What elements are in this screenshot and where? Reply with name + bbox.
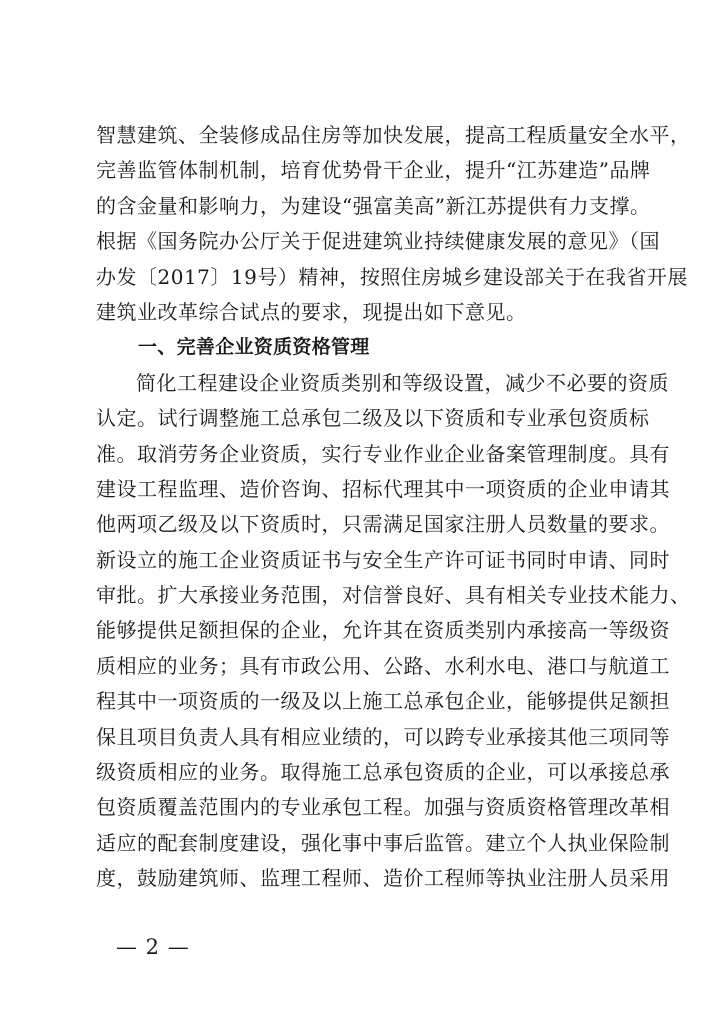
paragraph-line: 新设立的施工企业资质证书与安全生产许可证书同时申请、同时 — [96, 547, 670, 572]
paragraph-line: 保且项目负责人具有相应业绩的，可以跨专业承接其他三项同等 — [96, 724, 670, 749]
paragraph-line: 他两项乙级及以下资质时，只需满足国家注册人员数量的要求。 — [96, 512, 670, 537]
paragraph-line: 程其中一项资质的一级及以上施工总承包企业，能够提供足额担 — [96, 689, 670, 714]
paragraph-line: 包资质覆盖范围内的专业承包工程。加强与资质资格管理改革相 — [96, 795, 670, 820]
paragraph-line: 智慧建筑、全装修成品住房等加快发展，提高工程质量安全水平， — [96, 123, 691, 147]
paragraph-line: 质相应的业务；具有市政公用、公路、水利水电、港口与航道工 — [96, 653, 670, 678]
paragraph-line: 认定。试行调整施工总承包二级及以下资质和专业承包资质标 — [96, 406, 650, 431]
paragraph-line: 办发〔2017〕19号）精神，按照住房城乡建设部关于在我省开展 — [96, 264, 688, 289]
paragraph-line: 适应的配套制度建设，强化事中事后监管。建立个人执业保险制 — [96, 830, 670, 855]
paragraph-line: 根据《国务院办公厅关于促进建筑业持续健康发展的意见》（国 — [96, 229, 660, 254]
body-text — [96, 118, 691, 897]
page-number: — 2 — — [116, 935, 190, 959]
paragraph-line: 度，鼓励建筑师、监理工程师、造价工程师等执业注册人员采用 — [96, 866, 670, 891]
paragraph-line: 建设工程监理、造价咨询、招标代理其中一项资质的企业申请其 — [96, 476, 670, 501]
paragraph-line: 完善监管体制机制，培育优势骨干企业，提升“江苏建造”品牌 — [96, 158, 651, 183]
paragraph-line: 级资质相应的业务。取得施工总承包资质的企业，可以承接总承 — [96, 760, 670, 785]
paragraph-line: 准。取消劳务企业资质，实行专业作业企业备案管理制度。具有 — [96, 441, 670, 466]
paragraph-line: 简化工程建设企业资质类别和等级设置，减少不必要的资质 — [136, 370, 669, 395]
paragraph-line: 审批。扩大承接业务范围，对信誉良好、具有相关专业技术能力、 — [96, 583, 691, 608]
paragraph-line: 的含金量和影响力，为建设“强富美高”新江苏提供有力支撑。 — [96, 193, 651, 218]
paragraph-line: 能够提供足额担保的企业，允许其在资质类别内承接高一等级资 — [96, 618, 670, 643]
section-heading: 一、完善企业资质资格管理 — [138, 336, 370, 359]
paragraph-line: 建筑业改革综合试点的要求，现提出如下意见。 — [96, 299, 527, 324]
